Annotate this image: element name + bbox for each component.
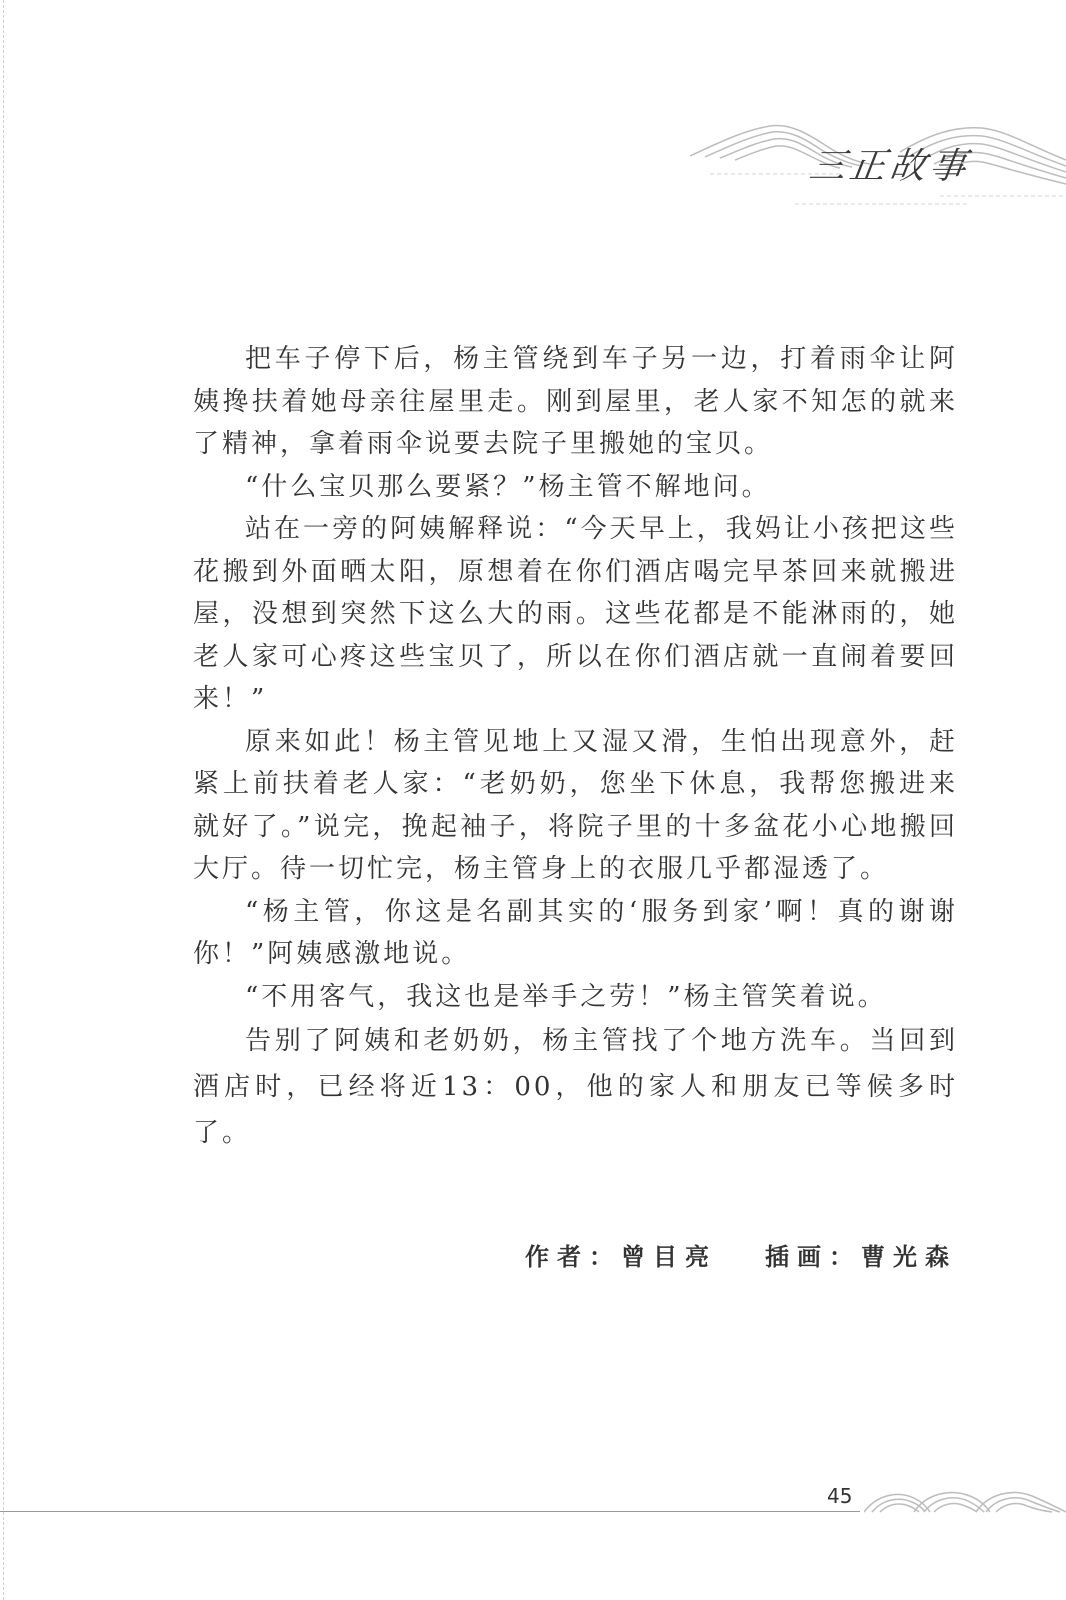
illustrator-credit: 插画：曹光森: [765, 1242, 957, 1271]
paragraph-7: 告别了阿姨和老奶奶，杨主管找了个地方洗车。当回到酒店时，已经将近13：00，他的家人和朋友已等候多时了。: [193, 1026, 958, 1148]
footer-wave-decoration: [864, 1484, 1066, 1514]
paragraph-4: 原来如此！杨主管见地上又湿又滑，生怕出现意外，赶紧上前扶着老人家：“老奶奶，您坐下休息，我帮您搬进来就好了。”说完，挽起袖子，将院子里的十多盆花小心地搬回大厅。待一切忙完，杨主管身上的衣服几乎都湿透了。: [193, 726, 958, 884]
article-body: [193, 338, 958, 1156]
paragraph-5: “杨主管，你这是名副其实的‘服务到家’啊！真的谢谢你！”阿姨感激地说。: [193, 896, 958, 969]
footer-rule: [0, 1511, 860, 1512]
left-margin-guide: [3, 0, 4, 1600]
author-credit: 作者：曾目亮: [525, 1242, 717, 1271]
paragraph-2: “什么宝贝那么要紧？”杨主管不解地问。: [245, 471, 771, 502]
section-title: 三正故事: [806, 146, 973, 187]
paragraph-3: 站在一旁的阿姨解释说：“今天早上，我妈让小孩把这些花搬到外面晒太阳，原想着在你们酒店喝完早茶回来就搬进屋，没想到突然下这么大的雨。这些花都是不能淋雨的，她老人家可心疼这些宝贝了，所以在你们酒店就一直闹着要回来！”: [193, 514, 958, 714]
credits: [525, 1237, 957, 1272]
header-decoration: [690, 112, 1066, 217]
wave-icon: [864, 1484, 1066, 1514]
paragraph-1: 把车子停下后，杨主管绕到车子另一边，打着雨伞让阿姨搀扶着她母亲往屋里走。刚到屋里，老人家不知怎的就来了精神，拿着雨伞说要去院子里搬她的宝贝。: [193, 344, 958, 459]
paragraph-6: “不用客气，我这也是举手之劳！”杨主管笑着说。: [245, 981, 887, 1012]
page-number: 45: [827, 1484, 853, 1508]
